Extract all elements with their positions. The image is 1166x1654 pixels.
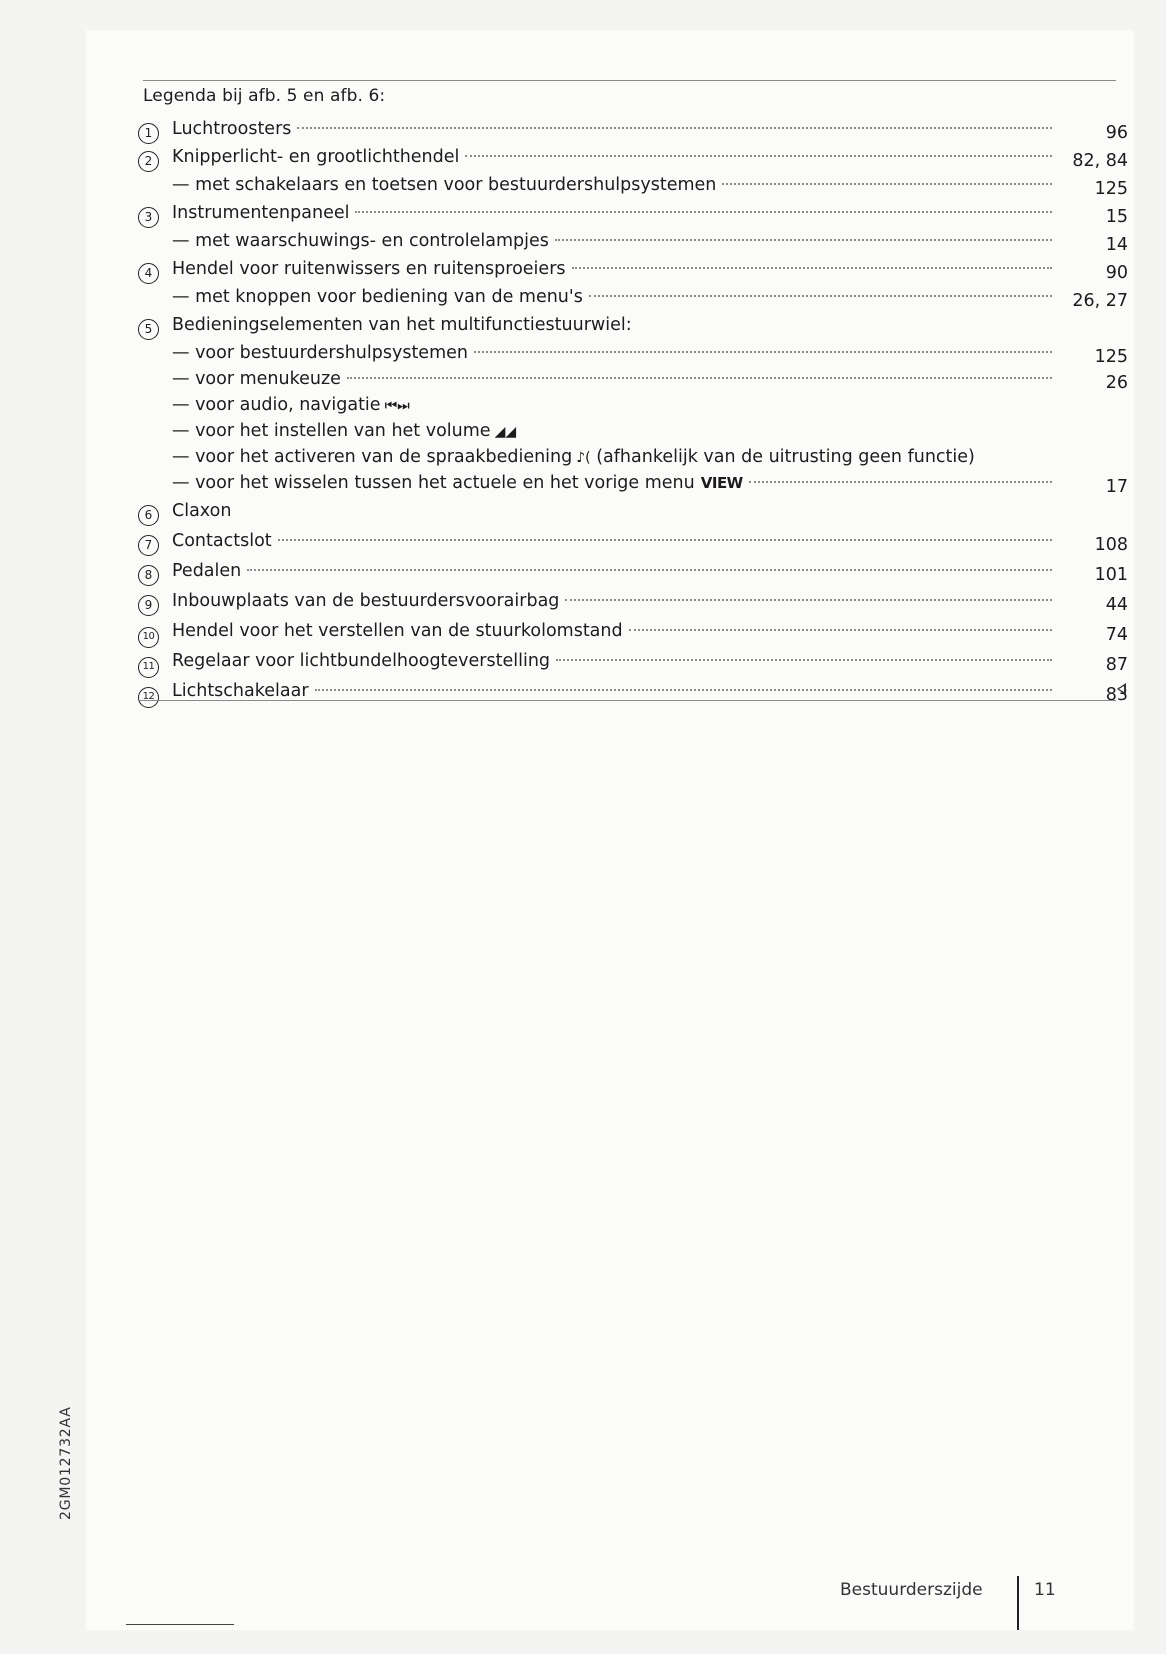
- view-button-label: VIEW: [700, 474, 743, 492]
- entry-label: — voor audio, navigatie ⏮⏭: [172, 395, 410, 415]
- entry-label: Instrumentenpaneel: [172, 203, 350, 223]
- entry-marker: [138, 502, 172, 523]
- page-reference: 14: [1105, 235, 1128, 255]
- numbered-circle-icon: 11: [138, 657, 159, 678]
- entry-marker: [138, 148, 172, 169]
- page-reference: 90: [1105, 263, 1128, 283]
- page-reference: 101: [1094, 565, 1128, 585]
- entry-label: — voor het wisselen tussen het actuele en het vorige menu VIEW: [172, 473, 743, 493]
- leader-dots: [474, 350, 1052, 353]
- leader-dots: [355, 210, 1052, 213]
- figure-code: 2GM012732AA: [58, 1406, 74, 1520]
- legend-entry: [138, 496, 1128, 526]
- entry-label: Contactslot: [172, 531, 272, 551]
- numbered-circle-icon: 4: [138, 263, 159, 284]
- numbered-circle-icon: 7: [138, 535, 159, 556]
- page-reference: 74: [1105, 625, 1128, 645]
- legend-entry: [138, 392, 1128, 418]
- entry-label: Inbouwplaats van de bestuurdersvoorairbag: [172, 591, 560, 611]
- numbered-circle-icon: 8: [138, 565, 159, 586]
- entry-marker: [138, 624, 172, 645]
- page-reference: 15: [1105, 207, 1128, 227]
- leader-dots: [629, 628, 1052, 631]
- entry-label-suffix: (afhankelijk van de uitrusting geen functie): [590, 447, 975, 467]
- legend-entry: [138, 254, 1128, 284]
- page-reference: 26, 27: [1072, 291, 1128, 311]
- entry-marker: [138, 532, 172, 553]
- legend-entry: [138, 198, 1128, 228]
- bottom-rule: [138, 700, 1116, 701]
- legend-entry: [138, 418, 1128, 444]
- entry-marker: [138, 684, 172, 705]
- footer-rule: [126, 1624, 234, 1625]
- entry-label: Knipperlicht- en grootlichthendel: [172, 147, 460, 167]
- leader-dots: [347, 376, 1052, 379]
- entry-marker: [138, 562, 172, 583]
- leader-dots: [555, 238, 1052, 241]
- leader-dots: [556, 658, 1052, 661]
- legend-entry: [138, 340, 1128, 366]
- legend-entry: [138, 526, 1128, 556]
- entry-label: — voor het activeren van de spraakbediening ♪( (afhankelijk van de uitrusting geen functie): [172, 447, 975, 467]
- entry-marker: [138, 260, 172, 281]
- entry-label: — met schakelaars en toetsen voor bestuurdershulpsystemen: [172, 175, 717, 195]
- page-reference: 87: [1105, 655, 1128, 675]
- entry-label: — voor menukeuze: [172, 369, 341, 389]
- leader-dots: [722, 182, 1052, 185]
- entry-label: Bedieningselementen van het multifunctiestuurwiel:: [172, 315, 632, 335]
- footer-page-number: 11: [1034, 1580, 1056, 1600]
- legend-entry: [138, 142, 1128, 172]
- numbered-circle-icon: 10: [138, 627, 159, 648]
- entry-label: — met waarschuwings- en controlelampjes: [172, 231, 549, 251]
- control-symbol-icon: ⏮⏭: [384, 398, 410, 414]
- entry-label: Lichtschakelaar: [172, 681, 309, 701]
- entry-label: — voor bestuurdershulpsystemen: [172, 343, 468, 363]
- numbered-circle-icon: 9: [138, 595, 159, 616]
- leader-dots: [572, 266, 1052, 269]
- page-reference: 96: [1105, 123, 1128, 143]
- entry-marker: [138, 592, 172, 613]
- numbered-circle-icon: 6: [138, 505, 159, 526]
- leader-dots: [315, 688, 1052, 691]
- page-reference: 125: [1094, 347, 1128, 367]
- footer-section-title: Bestuurderszijde: [840, 1580, 983, 1600]
- numbered-circle-icon: 3: [138, 207, 159, 228]
- page-reference: 125: [1094, 179, 1128, 199]
- entry-marker: [138, 654, 172, 675]
- leader-dots: [565, 598, 1052, 601]
- leader-dots: [278, 538, 1052, 541]
- entry-label: Hendel voor het verstellen van de stuurkolomstand: [172, 621, 623, 641]
- entry-label: — met knoppen voor bediening van de menu's: [172, 287, 583, 307]
- legend-entry: [138, 172, 1128, 198]
- leader-dots: [589, 294, 1052, 297]
- control-symbol-icon: ◢◢: [494, 424, 517, 440]
- entry-marker: [138, 120, 172, 141]
- legend-entry: [138, 310, 1128, 340]
- legend-entry: [138, 116, 1128, 142]
- page-reference: 44: [1105, 595, 1128, 615]
- legend-entry: [138, 556, 1128, 586]
- footer-separator: [1017, 1576, 1019, 1630]
- legend-entry: [138, 470, 1128, 496]
- entry-marker: [138, 316, 172, 337]
- page-reference: 82, 84: [1072, 151, 1128, 171]
- numbered-circle-icon: 1: [138, 123, 159, 144]
- continue-back-triangle-icon: [1117, 683, 1126, 695]
- legend-title: Legenda bij afb. 5 en afb. 6:: [143, 86, 386, 106]
- entry-marker: [138, 204, 172, 225]
- legend-entry: [138, 284, 1128, 310]
- legend-entry: [138, 228, 1128, 254]
- entry-label: Pedalen: [172, 561, 242, 581]
- numbered-circle-icon: 2: [138, 151, 159, 172]
- legend-entry: [138, 586, 1128, 616]
- legend-entry: [138, 444, 1128, 470]
- legend-list: [138, 116, 1128, 706]
- entry-label: — voor het instellen van het volume ◢◢: [172, 421, 517, 441]
- entry-label: Hendel voor ruitenwissers en ruitensproeiers: [172, 259, 566, 279]
- page-reference: 26: [1105, 373, 1128, 393]
- control-symbol-icon: ♪(: [576, 450, 591, 466]
- legend-entry: [138, 366, 1128, 392]
- numbered-circle-icon: 5: [138, 319, 159, 340]
- leader-dots: [465, 154, 1052, 157]
- entry-label: Luchtroosters: [172, 119, 292, 139]
- page-reference: 83: [1105, 685, 1128, 705]
- page-reference: 108: [1094, 535, 1128, 555]
- numbered-circle-icon: 12: [138, 687, 159, 708]
- entry-label: Regelaar voor lichtbundelhoogteverstelling: [172, 651, 551, 671]
- leader-dots: [297, 126, 1052, 129]
- legend-entry: [138, 646, 1128, 676]
- leader-dots: [749, 480, 1052, 483]
- page-reference: 17: [1105, 477, 1128, 497]
- leader-dots: [247, 568, 1052, 571]
- entry-label: Claxon: [172, 501, 232, 521]
- legend-entry: [138, 676, 1128, 706]
- top-rule: [143, 80, 1116, 81]
- legend-entry: [138, 616, 1128, 646]
